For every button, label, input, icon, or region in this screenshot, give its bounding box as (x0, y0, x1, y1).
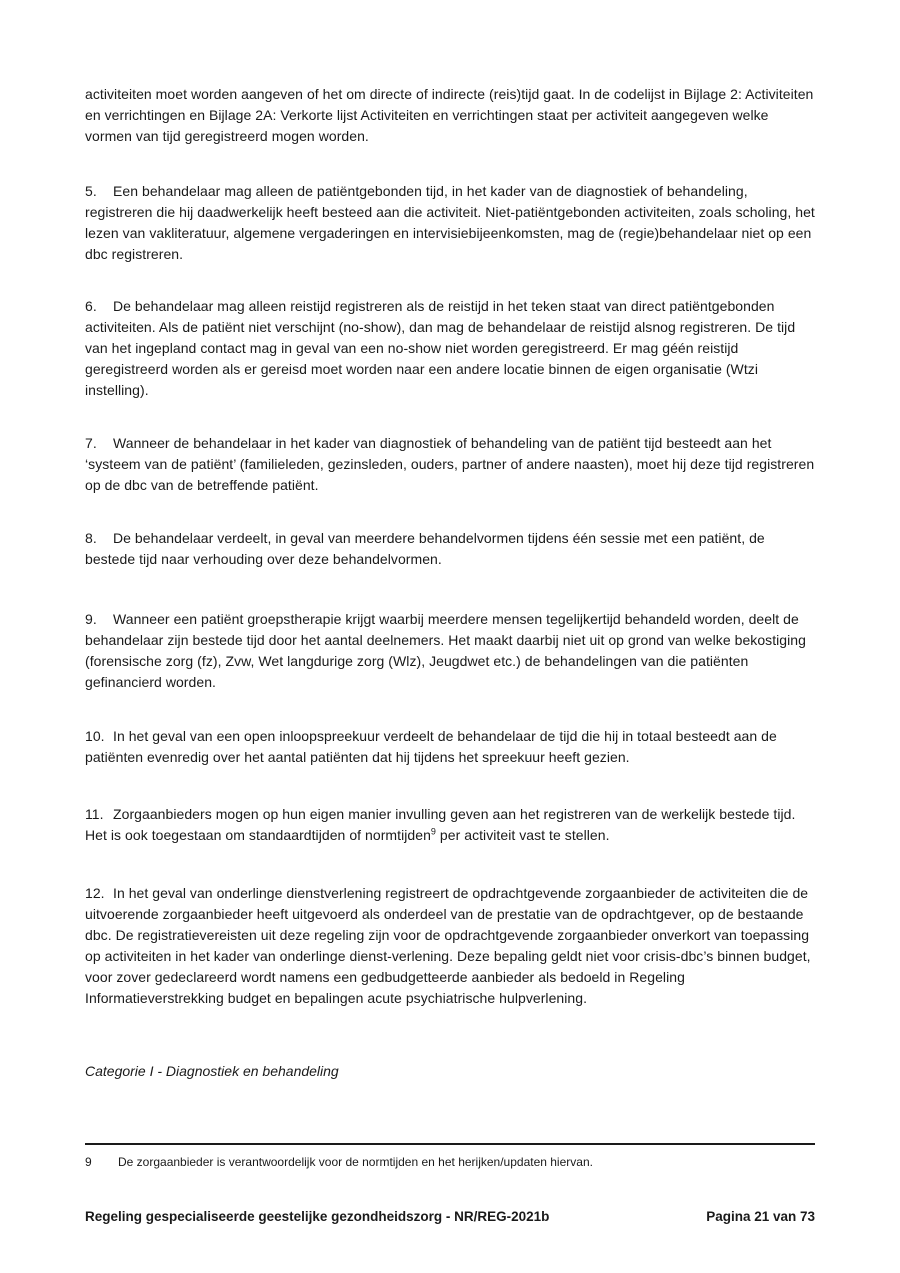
numbered-item-10 (85, 726, 817, 768)
item-text: Wanneer de behandelaar in het kader van diagnostiek of behandeling van de patiënt tijd besteedt aan het ‘systeem van de patiënt’ (familieleden, gezinsleden, ouders, partner of andere naasten), moet hij deze tijd registreren op de dbc van de betreffende patiënt. (85, 435, 815, 493)
item-number: 12. (85, 885, 105, 901)
item-number: 7. (85, 435, 97, 451)
footnote (85, 1154, 817, 1170)
item-number: 10. (85, 728, 105, 744)
intro-paragraph: activiteiten moet worden aangeven of het om directe of indirecte (reis)tijd gaat. In de codelijst in Bijlage 2: Activiteiten en verrichtingen en Bijlage 2A: Verkorte lijst Activiteiten en verrichtingen staat per activiteit aangegeven welke vormen van tijd geregistreerd mogen worden. (85, 86, 814, 144)
footer-page-number: Pagina 21 van 73 (706, 1209, 815, 1224)
footnote-number: 9 (85, 1155, 92, 1169)
item-number: 8. (85, 530, 97, 546)
footer-document-title: Regeling gespecialiseerde geestelijke gezondheidszorg - NR/REG-2021b (85, 1209, 550, 1224)
item-text: Een behandelaar mag alleen de patiëntgebonden tijd, in het kader van de diagnostiek of behandeling, registreren die hij daadwerkelijk heeft besteed aan die activiteit. Niet-patiëntgebonden activiteiten, zoals scholing, het lezen van vakliteratuur, algemene vergaderingen en intervisiebijeenkomsten, mag de (regie)behandelaar niet op een dbc registreren. (85, 183, 815, 262)
numbered-item-9 (85, 609, 817, 693)
numbered-item-5 (85, 181, 817, 265)
footnote-ref-9: 9 (430, 826, 436, 837)
category-heading: Categorie I - Diagnostiek en behandeling (85, 1063, 339, 1079)
item-text: In het geval van onderlinge dienstverlening registreert de opdrachtgevende zorgaanbieder de activiteiten die de uitvoerende zorgaanbieder heeft uitgevoerd als onderdeel van de prestatie van de opdrachtgever, op de bestaande dbc. De registratievereisten uit deze regeling zijn voor de opdrachtgevende zorgaanbieder onverkort van toepassing op activiteiten in het kader van onderlinge dienst-verlening. Deze bepaling geldt niet voor crisis-dbc’s binnen budget, voor zover gedeclareerd wordt namens een gedbudgetteerde aanbieder als bedoeld in Regeling Informatieverstrekking budget en bepalingen acute psychiatrische hulpverlening. (85, 885, 811, 1006)
item-text: Zorgaanbieders mogen op hun eigen manier invulling geven aan het registreren van de werkelijk bestede tijd. Het is ook toegestaan om standaardtijden of normtijden (85, 806, 796, 843)
numbered-item-8 (85, 528, 817, 570)
item-text: Wanneer een patiënt groepstherapie krijgt waarbij meerdere mensen tegelijkertijd behandeld worden, deelt de behandelaar zijn bestede tijd door het aantal deelnemers. Het maakt daarbij niet uit op grond van welke bekostiging (forensische zorg (fz), Zvw, Wet langdurige zorg (Wlz), Jeugdwet etc.) de behandelingen van die patiënten gefinancierd worden. (85, 611, 806, 690)
numbered-item-12 (85, 883, 817, 1009)
numbered-item-6 (85, 296, 817, 401)
item-text: In het geval van een open inloopspreekuur verdeelt de behandelaar de tijd die hij in totaal besteedt aan de patiënten evenredig over het aantal patiënten dat hij tijdens het spreekuur heeft gezien. (85, 728, 777, 765)
footnote-text: De zorgaanbieder is verantwoordelijk voor de normtijden en het herijken/updaten hiervan. (118, 1155, 593, 1169)
item-number: 6. (85, 298, 97, 314)
item-number: 11. (85, 806, 104, 822)
numbered-item-7 (85, 433, 817, 496)
item-number: 5. (85, 183, 97, 199)
item-text: De behandelaar mag alleen reistijd registreren als de reistijd in het teken staat van direct patiëntgebonden activiteiten. Als de patiënt niet verschijnt (no-show), dan mag de behandelaar de reistijd alsnog registreren. De tijd van het ingepland contact mag in geval van een no-show niet worden geregistreerd. Er mag géén reistijd geregistreerd worden als er gereisd moet worden naar een andere locatie binnen de eigen organisatie (Wtzi instelling). (85, 298, 796, 398)
footnote-divider (85, 1143, 815, 1145)
item-number: 9. (85, 611, 97, 627)
item-text: per activiteit vast te stellen. (435, 827, 610, 843)
numbered-item-11 (85, 804, 817, 846)
page-footer (85, 1209, 815, 1224)
item-text: De behandelaar verdeelt, in geval van meerdere behandelvormen tijdens één sessie met een patiënt, de bestede tijd naar verhouding over deze behandelvormen. (85, 530, 765, 567)
